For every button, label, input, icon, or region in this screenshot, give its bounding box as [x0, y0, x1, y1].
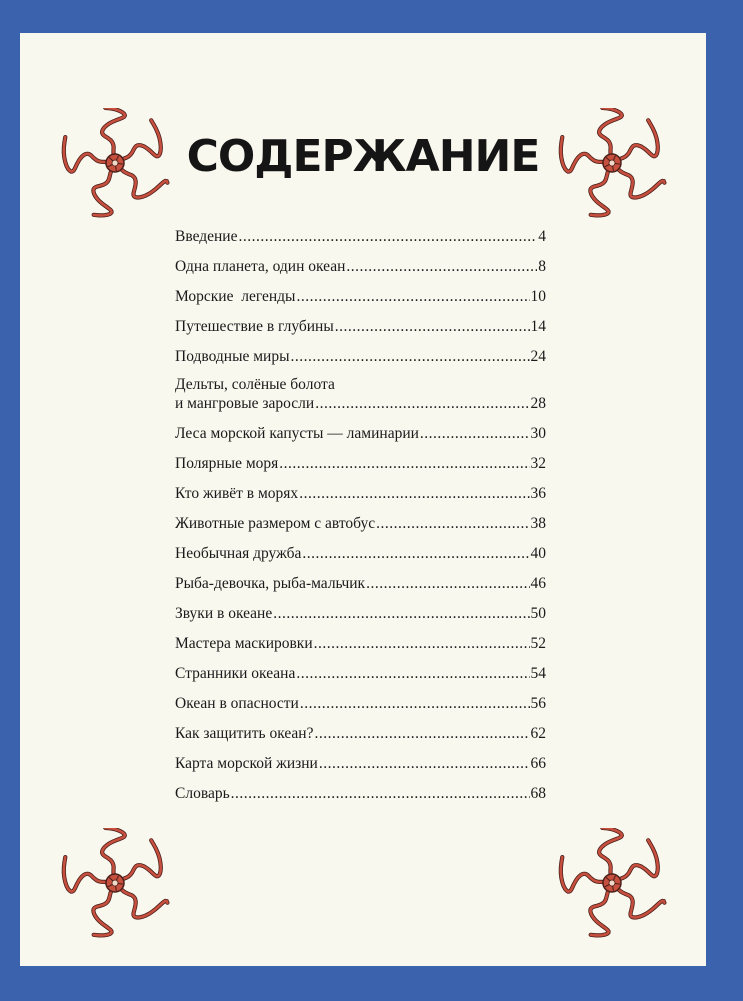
toc-entry-page: 8 — [538, 258, 546, 275]
brittle-star-icon — [60, 108, 170, 218]
toc-entry[interactable] — [175, 754, 546, 773]
toc-entry-title: Кто живёт в морях — [175, 485, 299, 502]
toc-entry[interactable] — [175, 394, 546, 413]
brittle-star-icon — [557, 108, 667, 218]
dot-leader — [296, 287, 529, 306]
toc-entry-page: 4 — [538, 228, 546, 245]
toc-entry-title: Словарь — [175, 785, 230, 802]
dot-leader — [238, 227, 537, 246]
toc-entry[interactable] — [175, 454, 546, 473]
toc-entry-title: Океан в опасности — [175, 695, 299, 712]
toc-entry-title: Подводные миры — [175, 348, 290, 365]
toc-entry-page: 30 — [530, 425, 546, 442]
toc-entry[interactable] — [175, 424, 546, 443]
toc-entry[interactable] — [175, 634, 546, 653]
toc-entry[interactable] — [175, 317, 546, 336]
toc-entry[interactable] — [175, 227, 546, 246]
toc-entry-page: 54 — [530, 665, 546, 682]
brittle-star-icon — [557, 828, 667, 938]
toc-entry-title: Звуки в океане — [175, 605, 273, 622]
toc-entry[interactable] — [175, 574, 546, 593]
toc-entry-page: 24 — [530, 348, 546, 365]
toc-entry-title: Полярные моря — [175, 455, 279, 472]
toc-entry-page: 38 — [530, 515, 546, 532]
book-page — [20, 33, 706, 966]
dot-leader — [279, 454, 529, 473]
dot-leader — [302, 544, 529, 563]
toc-entry[interactable] — [175, 484, 546, 503]
toc-entry-page: 68 — [530, 785, 546, 802]
toc-entry-title: Введение — [175, 228, 238, 245]
toc-entry-title: Морские легенды — [175, 288, 296, 305]
brittle-star-icon — [60, 828, 170, 938]
toc-entry-page: 10 — [530, 288, 546, 305]
toc-entry-page: 56 — [530, 695, 546, 712]
dot-leader — [420, 424, 530, 443]
dot-leader — [300, 694, 530, 713]
dot-leader — [291, 347, 530, 366]
toc-entry[interactable] — [175, 664, 546, 683]
dot-leader — [273, 604, 529, 623]
toc-entry-title: Странники океана — [175, 665, 296, 682]
toc-entry-page: 36 — [530, 485, 546, 502]
dot-leader — [366, 574, 529, 593]
toc-entry-title: Животные размером с автобус — [175, 515, 376, 532]
toc-entry[interactable] — [175, 514, 546, 533]
toc-entry-page: 40 — [530, 545, 546, 562]
toc-entry-page: 28 — [530, 395, 546, 412]
toc-entry-title: Одна планета, один океан — [175, 258, 346, 275]
toc-entry[interactable] — [175, 604, 546, 623]
toc-entry[interactable] — [175, 287, 546, 306]
dot-leader — [296, 664, 529, 683]
toc-entry[interactable] — [175, 544, 546, 563]
toc-entry-title: Как защитить океан? — [175, 725, 314, 742]
toc-entry-title-line1[interactable]: Дельты, солёные болота — [175, 376, 335, 393]
toc-entry[interactable] — [175, 257, 546, 276]
toc-entry-title: Мастера маскировки — [175, 635, 313, 652]
toc-entry-title: Путешествие в глубины — [175, 318, 334, 335]
toc-entry-page: 14 — [530, 318, 546, 335]
dot-leader — [299, 484, 529, 503]
toc-entry-title: Рыба-девочка, рыба-мальчик — [175, 575, 366, 592]
dot-leader — [319, 754, 530, 773]
toc-entry-title: Карта морской жизни — [175, 755, 318, 772]
toc-entry[interactable] — [175, 347, 546, 366]
toc-entry-title: Леса морской капусты — ламинарии — [175, 425, 419, 442]
toc-entry-page: 66 — [530, 755, 546, 772]
toc-entry-title: и мангровые заросли — [175, 395, 315, 412]
dot-leader — [231, 784, 530, 803]
dot-leader — [315, 394, 529, 413]
dot-leader — [314, 634, 530, 653]
toc-entry-page: 32 — [530, 455, 546, 472]
toc-entry-page: 46 — [530, 575, 546, 592]
toc-entry[interactable] — [175, 784, 546, 803]
toc-entry-page: 50 — [530, 605, 546, 622]
toc-entry[interactable] — [175, 694, 546, 713]
dot-leader — [335, 317, 530, 336]
toc-entry[interactable] — [175, 724, 546, 743]
page-title: СОДЕРЖАНИЕ — [186, 131, 540, 182]
toc-entry-page: 62 — [530, 725, 546, 742]
dot-leader — [346, 257, 537, 276]
toc-entry-title: Необычная дружба — [175, 545, 302, 562]
dot-leader — [376, 514, 529, 533]
toc-entry-page: 52 — [530, 635, 546, 652]
dot-leader — [314, 724, 529, 743]
